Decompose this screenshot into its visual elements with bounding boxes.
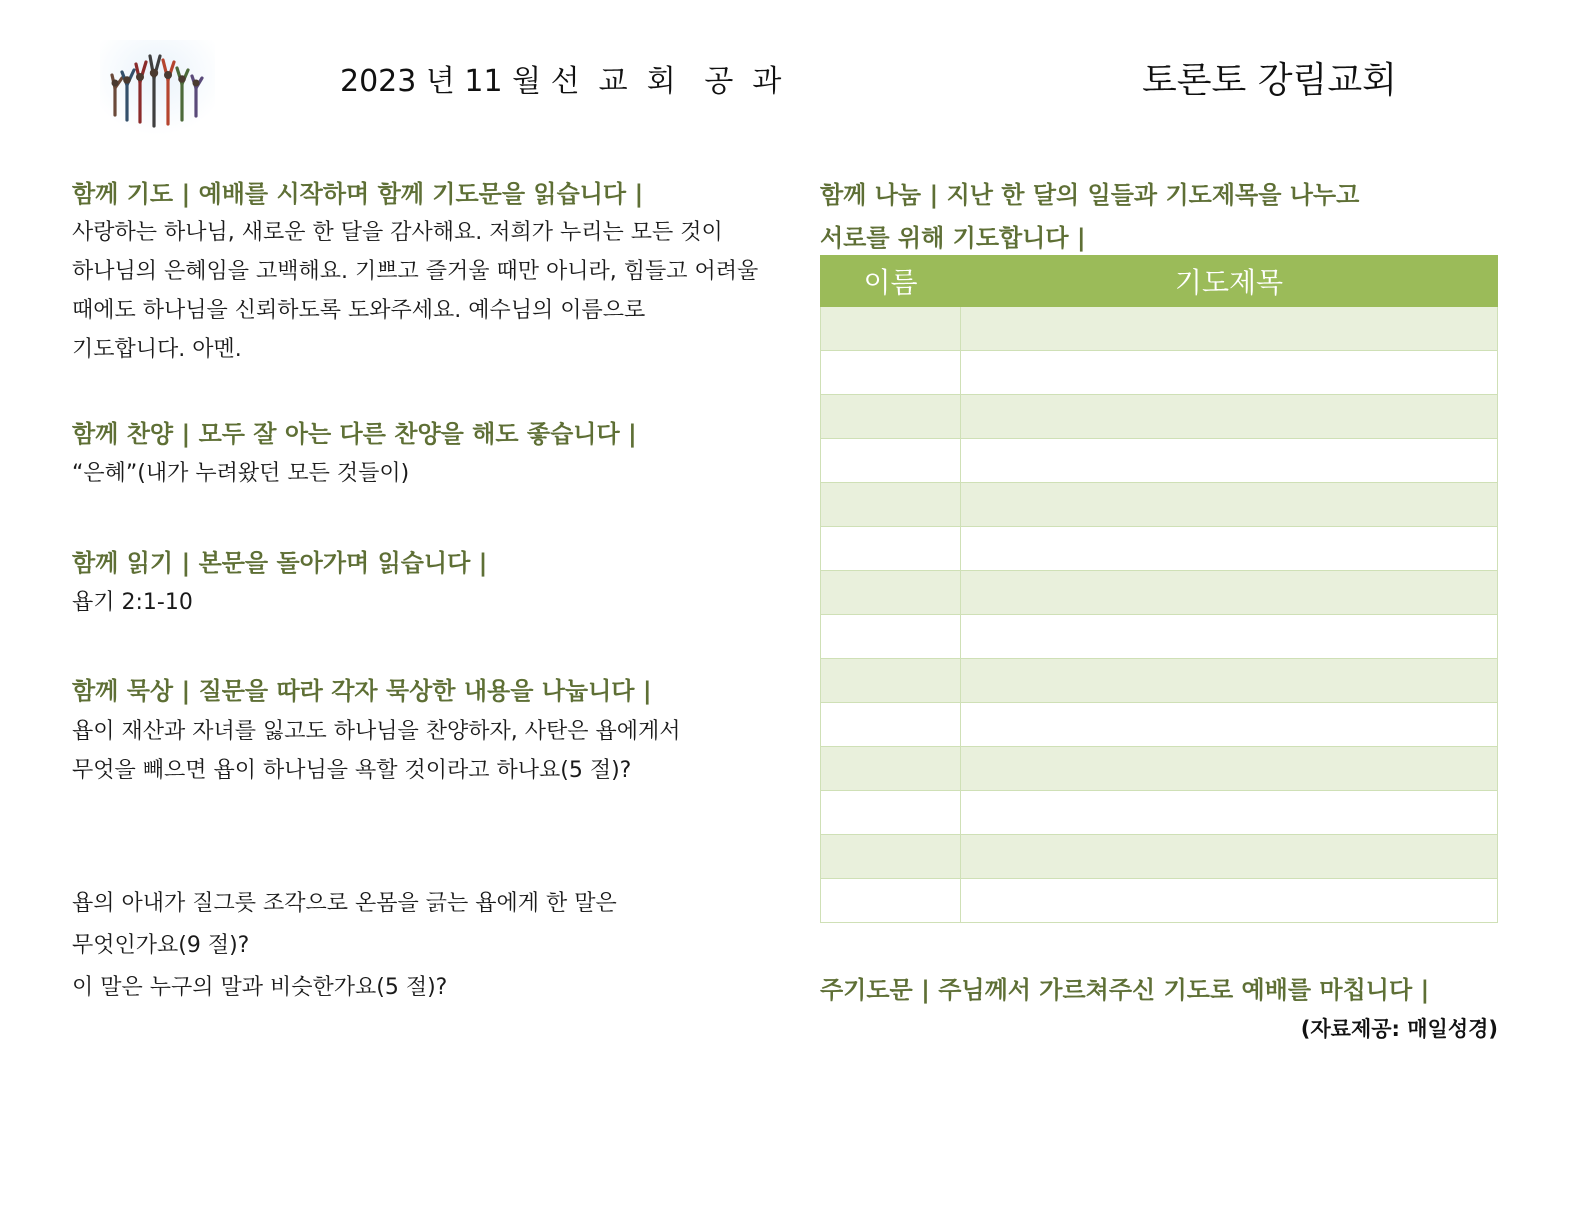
name-cell[interactable]	[821, 527, 961, 571]
sharing-heading-line: 함께 나눔 | 지난 한 달의 일들과 기도제목을 나누고	[820, 181, 1360, 209]
prayer-cell[interactable]	[961, 747, 1498, 791]
name-cell[interactable]	[821, 747, 961, 791]
table-row	[821, 659, 1498, 703]
prayer-request-table	[820, 255, 1498, 923]
prayer-cell[interactable]	[961, 615, 1498, 659]
prayer-cell[interactable]	[961, 791, 1498, 835]
name-cell[interactable]	[821, 791, 961, 835]
prayer-line: 하나님의 은혜임을 고백해요. 기쁘고 즐거울 때만 아니라, 힘들고 어려울	[72, 259, 759, 284]
scripture-reference: 욥기 2:1-10	[72, 590, 193, 615]
name-cell[interactable]	[821, 615, 961, 659]
reading-heading: 함께 읽기 | 본문을 돌아가며 읽습니다 |	[72, 549, 488, 577]
praise-song: “은혜”(내가 누려왔던 모든 것들이)	[72, 461, 410, 486]
name-cell[interactable]	[821, 659, 961, 703]
prayer-cell[interactable]	[961, 527, 1498, 571]
prayer-line: 기도합니다. 아멘.	[72, 337, 242, 362]
table-row	[821, 571, 1498, 615]
name-cell[interactable]	[821, 307, 961, 351]
name-cell[interactable]	[821, 483, 961, 527]
question-line: 무엇인가요(9 절)?	[72, 933, 250, 958]
name-cell[interactable]	[821, 395, 961, 439]
prayer-heading: 함께 기도 | 예배를 시작하며 함께 기도문을 읽습니다 |	[72, 180, 644, 208]
table-row	[821, 835, 1498, 879]
table-row	[821, 615, 1498, 659]
sharing-heading-line: 서로를 위해 기도합니다 |	[820, 224, 1086, 252]
table-row	[821, 747, 1498, 791]
prayer-cell[interactable]	[961, 879, 1498, 923]
meditation-heading: 함께 묵상 | 질문을 따라 각자 묵상한 내용을 나눕니다 |	[72, 677, 652, 705]
name-cell[interactable]	[821, 835, 961, 879]
prayer-cell[interactable]	[961, 483, 1498, 527]
table-row	[821, 791, 1498, 835]
name-cell[interactable]	[821, 703, 961, 747]
question-line: 욥의 아내가 질그릇 조각으로 온몸을 긁는 욥에게 한 말은	[72, 891, 617, 916]
name-cell[interactable]	[821, 351, 961, 395]
prayer-line: 사랑하는 하나님, 새로운 한 달을 감사해요. 저희가 누리는 모든 것이	[72, 220, 723, 245]
church-name: 토론토 강림교회	[1142, 60, 1397, 101]
sharing-heading	[820, 174, 1359, 260]
table-row	[821, 483, 1498, 527]
name-cell[interactable]	[821, 879, 961, 923]
praise-heading: 함께 찬양 | 모두 잘 아는 다른 찬양을 해도 좋습니다 |	[72, 420, 637, 448]
prayer-cell[interactable]	[961, 395, 1498, 439]
prayer-cell[interactable]	[961, 307, 1498, 351]
source-credit: (자료제공: 매일성경)	[1300, 1017, 1498, 1041]
table-row	[821, 879, 1498, 923]
meditation-question-2	[72, 883, 752, 1009]
prayer-cell[interactable]	[961, 351, 1498, 395]
table-header-row	[821, 256, 1498, 307]
table-row	[821, 527, 1498, 571]
page-title: 2023 년 11 월 선 교 회 공 과	[340, 64, 782, 99]
table-row	[821, 351, 1498, 395]
column-header-prayer: 기도제목	[961, 256, 1498, 307]
closing-heading: 주기도문 | 주님께서 가르쳐주신 기도로 예배를 마칩니다 |	[820, 976, 1430, 1004]
prayer-cell[interactable]	[961, 571, 1498, 615]
prayer-cell[interactable]	[961, 703, 1498, 747]
table-row	[821, 439, 1498, 483]
name-cell[interactable]	[821, 439, 961, 483]
meditation-question-1	[72, 712, 752, 790]
question-line: 이 말은 누구의 말과 비슷한가요(5 절)?	[72, 975, 448, 1000]
prayer-cell[interactable]	[961, 659, 1498, 703]
prayer-cell[interactable]	[961, 835, 1498, 879]
column-header-name: 이름	[821, 256, 961, 307]
table-row	[821, 307, 1498, 351]
question-line: 욥이 재산과 자녀를 잃고도 하나님을 찬양하자, 사탄은 욥에게서	[72, 719, 681, 744]
name-cell[interactable]	[821, 571, 961, 615]
table-row	[821, 395, 1498, 439]
prayer-text	[72, 213, 759, 369]
table-row	[821, 703, 1498, 747]
prayer-line: 때에도 하나님을 신뢰하도록 도와주세요. 예수님의 이름으로	[72, 298, 646, 323]
church-logo	[100, 40, 215, 140]
question-line: 무엇을 빼으면 욥이 하나님을 욕할 것이라고 하나요(5 절)?	[72, 758, 632, 783]
prayer-cell[interactable]	[961, 439, 1498, 483]
